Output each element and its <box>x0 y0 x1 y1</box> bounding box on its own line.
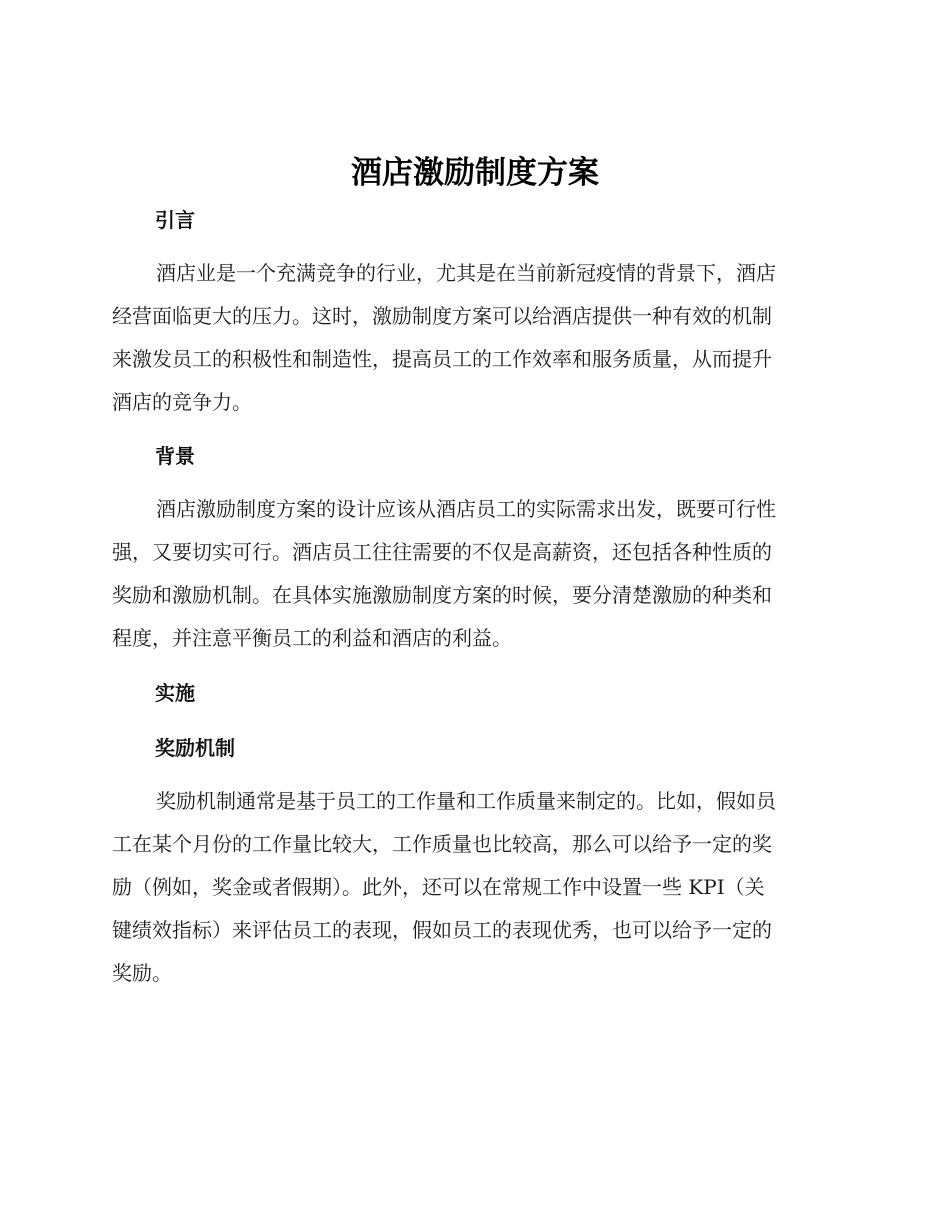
section-heading-background: 背景 <box>155 444 195 468</box>
reward-paragraph <box>112 780 830 995</box>
paragraph-line: 来激发员工的积极性和制造性，提高员工的工作效率和服务质量，从而提升 <box>112 347 772 371</box>
paragraph-line: 程度，并注意平衡员工的利益和酒店的利益。 <box>112 626 512 650</box>
intro-paragraph <box>112 252 830 424</box>
paragraph-line: 酒店激励制度方案的设计应该从酒店员工的实际需求出发，既要可行性 <box>156 497 776 521</box>
paragraph-line: 励（例如，奖金或者假期）。此外，还可以在常规工作中设置一些 KPI（关 <box>112 875 765 899</box>
section-heading-intro: 引言 <box>155 208 195 232</box>
paragraph-line: 奖励和激励机制。在具体实施激励制度方案的时候，要分清楚激励的种类和 <box>112 583 772 607</box>
section-heading-implementation: 实施 <box>155 681 195 705</box>
background-paragraph <box>112 488 830 660</box>
paragraph-line: 工在某个月份的工作量比较大，工作质量也比较高，那么可以给予一定的奖 <box>112 832 772 856</box>
section-heading-reward-mechanism: 奖励机制 <box>155 736 235 760</box>
paragraph-line: 奖励。 <box>112 961 172 985</box>
paragraph-line: 强，又要切实可行。酒店员工往往需要的不仅是高薪资，还包括各种性质的 <box>112 540 772 564</box>
paragraph-line: 奖励机制通常是基于员工的工作量和工作质量来制定的。比如，假如员 <box>156 789 776 813</box>
document-title: 酒店激励制度方案 <box>351 155 599 191</box>
paragraph-line: 酒店业是一个充满竞争的行业，尤其是在当前新冠疫情的背景下，酒店 <box>156 261 776 285</box>
paragraph-line: 键绩效指标）来评估员工的表现，假如员工的表现优秀，也可以给予一定的 <box>112 918 772 942</box>
paragraph-line: 酒店的竞争力。 <box>112 390 252 414</box>
paragraph-line: 经营面临更大的压力。这时，激励制度方案可以给酒店提供一种有效的机制 <box>112 304 772 328</box>
